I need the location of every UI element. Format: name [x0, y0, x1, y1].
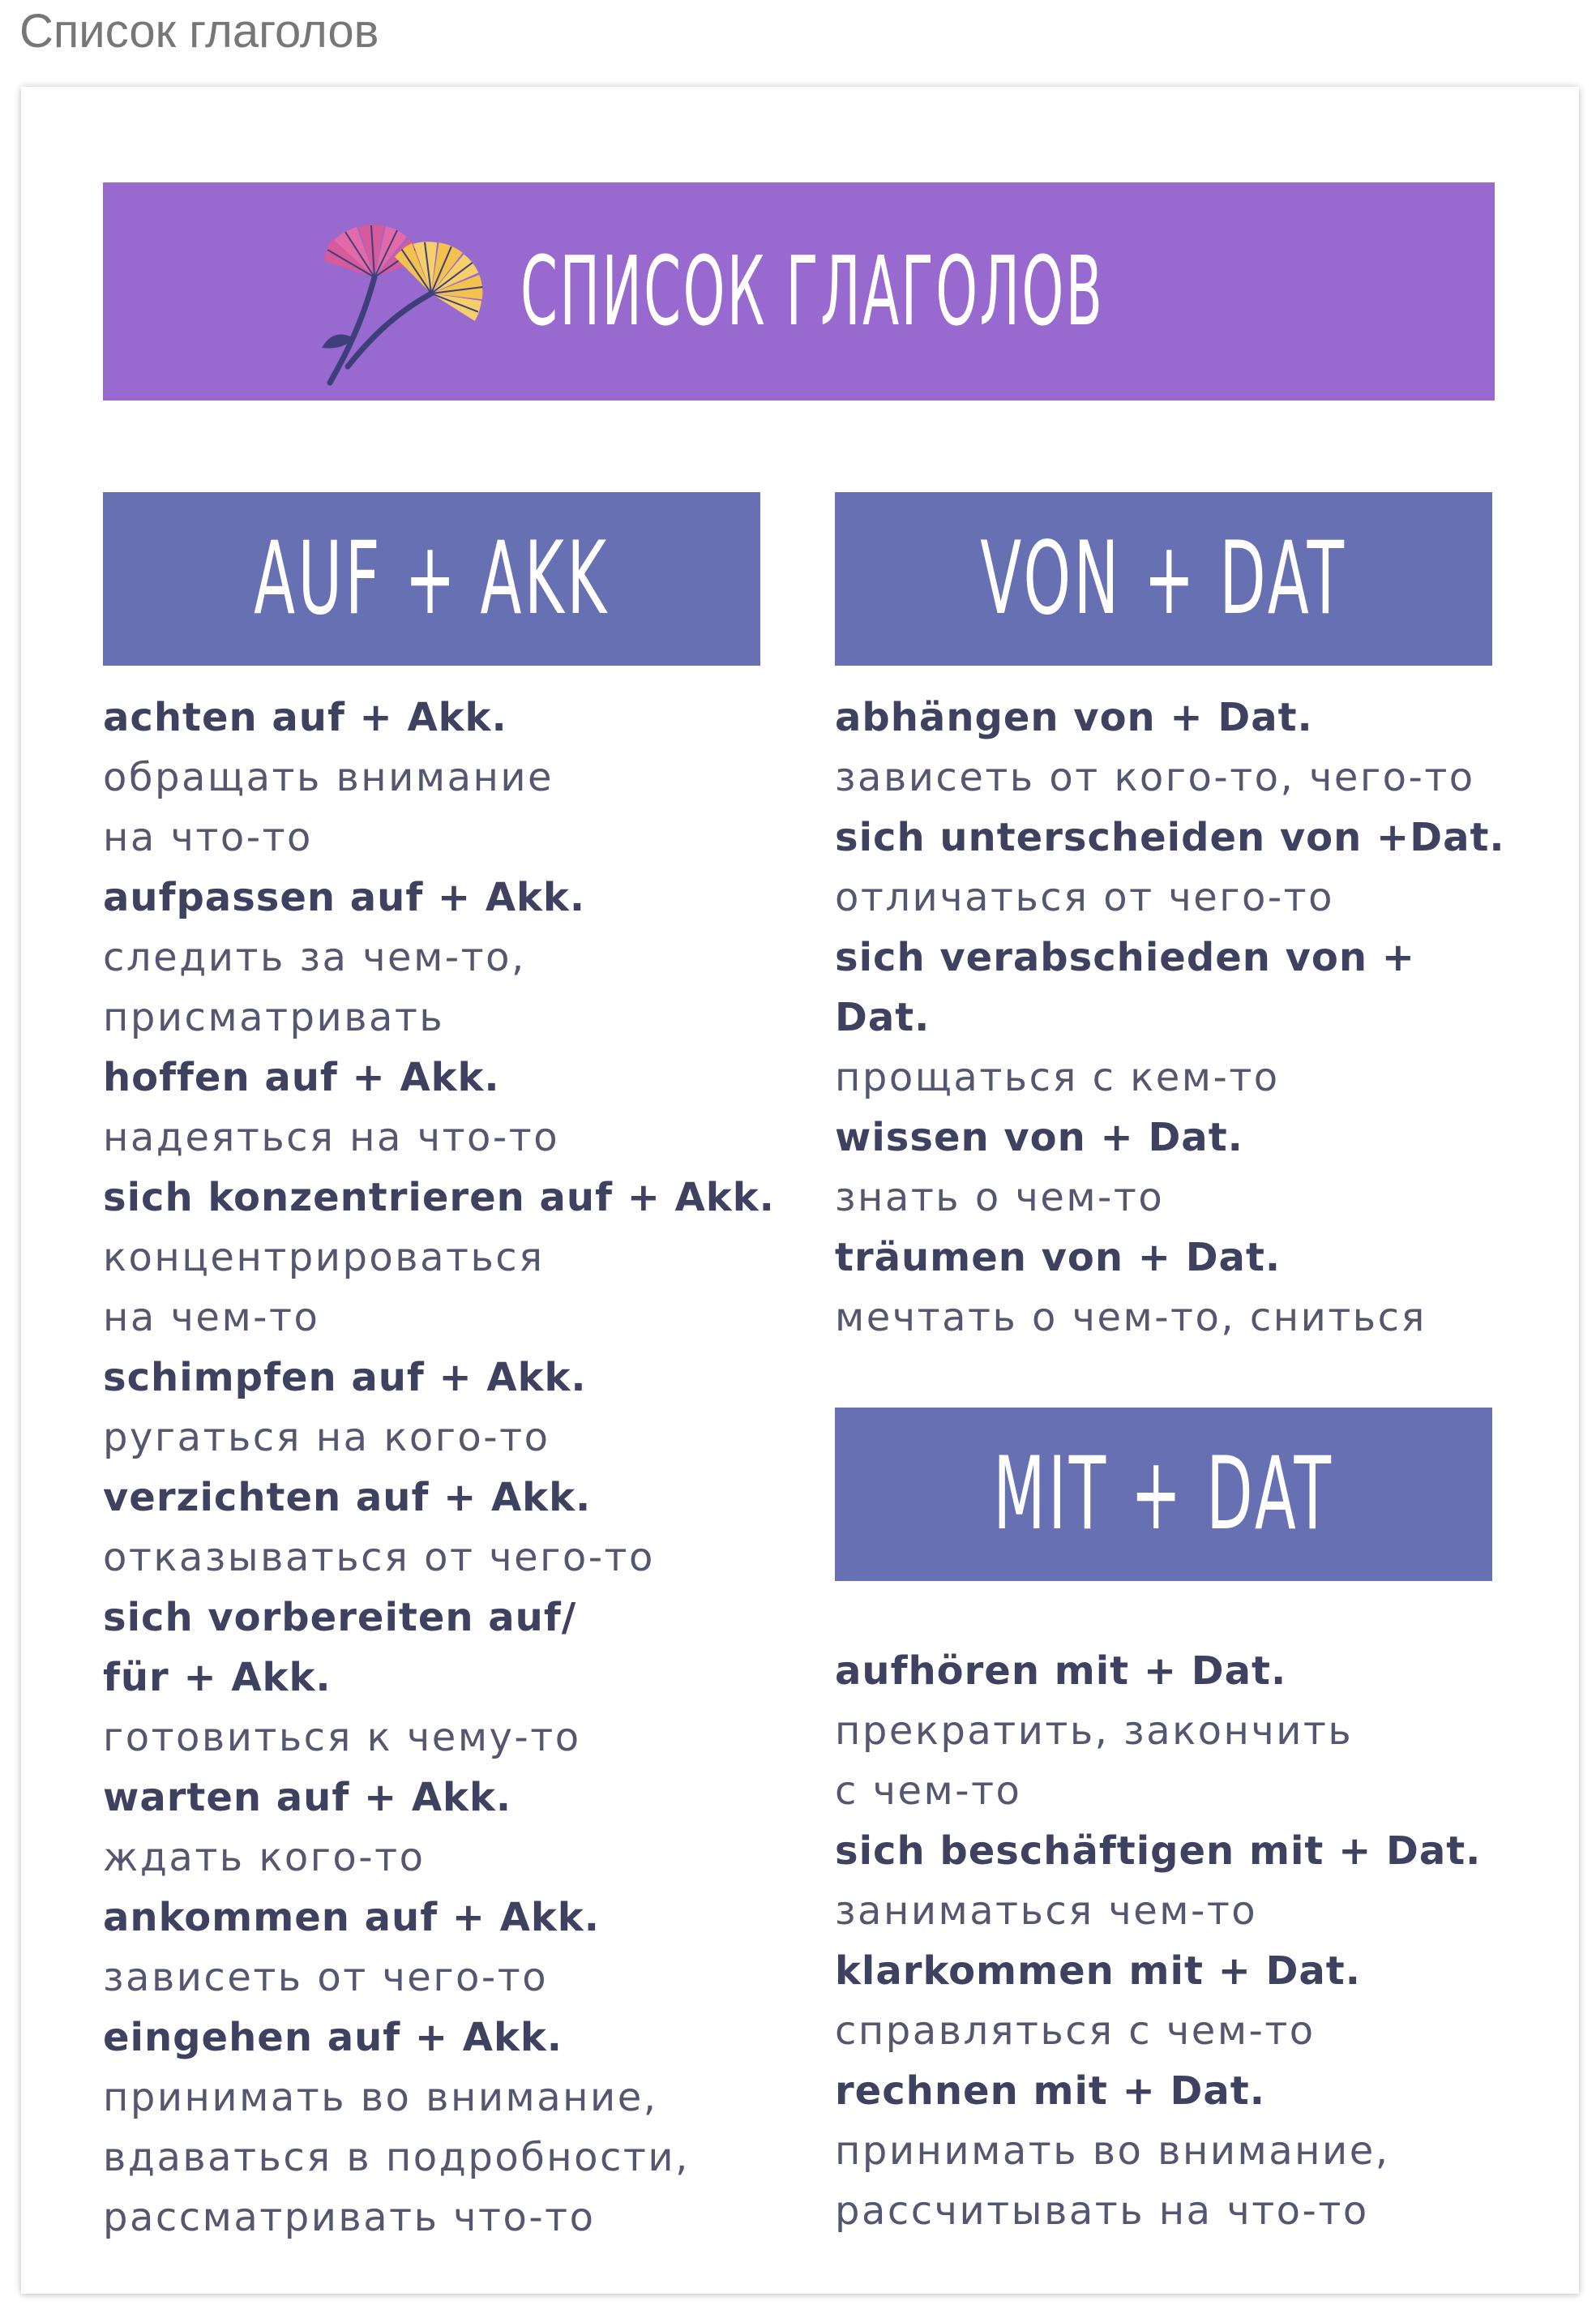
verb-list-card [21, 87, 1579, 2294]
section-header-label: AUF + AKK [254, 521, 610, 637]
section-header-von-dat [835, 492, 1492, 666]
verb-phrase: verzichten auf + Akk. [103, 1475, 592, 1520]
verb-translation: готовиться к чему-то [103, 1715, 581, 1760]
verb-phrase: eingehen auf + Akk. [103, 2015, 563, 2060]
verb-phrase: sich unterscheiden von +Dat. [835, 815, 1505, 860]
von-dat-verb-list [835, 688, 1505, 1348]
verb-phrase: rechnen mit + Dat. [835, 2068, 1265, 2114]
verb-translation: рассчитывать на что-то [835, 2188, 1369, 2234]
verb-phrase: ankommen auf + Akk. [103, 1895, 600, 1940]
verb-translation: с чем-то [835, 1768, 1022, 1814]
verb-phrase: schimpfen auf + Akk. [103, 1355, 587, 1400]
verb-translation: знать о чем-то [835, 1175, 1165, 1220]
verb-translation: на что-то [103, 815, 313, 860]
verb-translation: принимать во внимание, [103, 2075, 658, 2120]
verb-translation: мечтать о чем-то, сниться [835, 1295, 1427, 1340]
verb-phrase: für + Akk. [103, 1655, 332, 1700]
section-header-label: MIT + DAT [993, 1436, 1334, 1553]
verb-translation: принимать во внимание, [835, 2128, 1390, 2174]
page-title: СПИСОК ГЛАГОЛОВ [520, 235, 1105, 347]
verb-translation: на чем-то [103, 1295, 320, 1340]
verb-phrase: träumen von + Dat. [835, 1235, 1282, 1280]
page-caption: Список глаголов [19, 5, 379, 58]
section-header-label: VON + DAT [980, 521, 1347, 637]
title-banner [103, 182, 1495, 401]
verb-phrase: aufpassen auf + Akk. [103, 875, 586, 920]
verb-translation: ругаться на кого-то [103, 1415, 550, 1460]
verb-phrase: warten auf + Akk. [103, 1775, 512, 1820]
verb-phrase: wissen von + Dat. [835, 1115, 1243, 1160]
verb-phrase: hoffen auf + Akk. [103, 1055, 500, 1100]
verb-translation: следить за чем-то, [103, 935, 526, 980]
verb-translation: рассматривать что-то [103, 2195, 596, 2240]
verb-translation: концентрироваться [103, 1235, 545, 1280]
verb-translation: вдаваться в подробности, [103, 2135, 690, 2180]
verb-phrase: Dat. [835, 995, 931, 1040]
verb-translation: присматривать [103, 995, 445, 1040]
verb-phrase: sich beschäftigen mit + Dat. [835, 1828, 1482, 1874]
verb-translation: зависеть от чего-то [103, 1955, 549, 2000]
flower-icon [297, 200, 492, 387]
verb-translation: прекратить, закончить [835, 1708, 1354, 1754]
verb-phrase: sich vorbereiten auf/ [103, 1595, 577, 1640]
auf-akk-verb-list [103, 688, 775, 2248]
section-header-mit-dat [835, 1408, 1492, 1581]
verb-translation: обращать внимание [103, 755, 554, 800]
verb-phrase: abhängen von + Dat. [835, 695, 1313, 740]
section-header-auf-akk [103, 492, 760, 666]
verb-phrase: achten auf + Akk. [103, 695, 507, 740]
verb-translation: надеяться на что-то [103, 1115, 560, 1160]
verb-translation: отличаться от чего-то [835, 875, 1334, 920]
verb-phrase: aufhören mit + Dat. [835, 1648, 1287, 1694]
verb-phrase: sich konzentrieren auf + Akk. [103, 1175, 775, 1220]
verb-phrase: sich verabschieden von + [835, 935, 1415, 980]
verb-translation: заниматься чем-то [835, 1888, 1258, 1934]
verb-translation: зависеть от кого-то, чего-то [835, 755, 1475, 800]
verb-translation: справляться с чем-то [835, 2008, 1316, 2054]
verb-translation: ждать кого-то [103, 1835, 426, 1880]
mit-dat-verb-list [835, 1641, 1481, 2241]
verb-phrase: klarkommen mit + Dat. [835, 1948, 1361, 1994]
verb-translation: прощаться с кем-то [835, 1055, 1280, 1100]
verb-translation: отказываться от чего-то [103, 1535, 655, 1580]
